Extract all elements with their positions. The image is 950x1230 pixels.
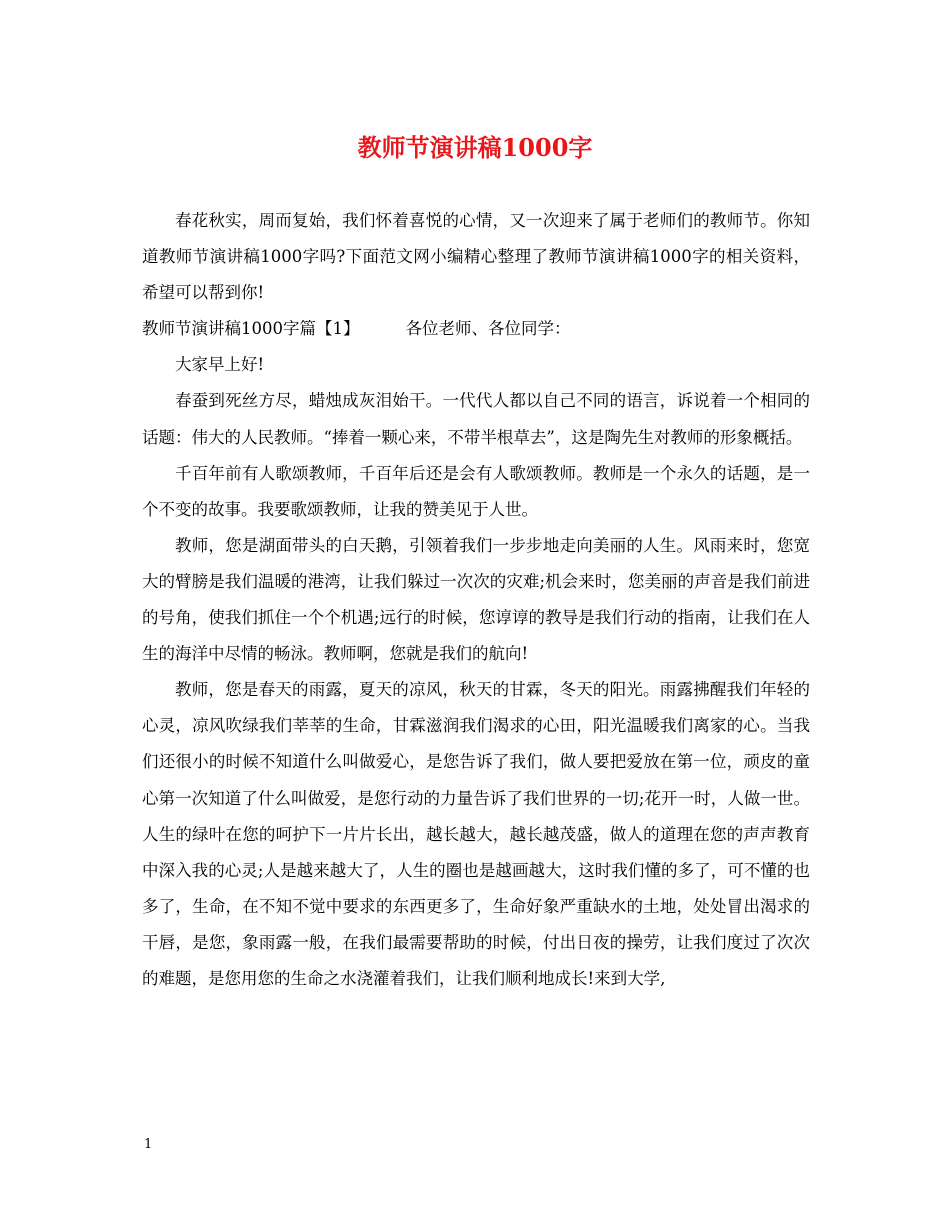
greeting-paragraph: 大家早上好! xyxy=(175,355,265,375)
body-paragraph-3: 教师，您是湖面带头的白天鹅，引领着我们一步步地走向美丽的人生。风雨来时，您宽大的臂膀是我们温暖的港湾，让我们躲过一次次的灾难;机会来时，您美丽的声音是我们前进的号角，使我们抓住一个个机遇;远行的时候，您谆谆的教导是我们行动的指南，让我们在人生的海洋中尽情的畅泳。教师啊，您就是我们的航向! xyxy=(142,535,810,664)
salutation: 各位老师、各位同学： xyxy=(405,319,571,339)
body-paragraph-2: 千百年前有人歌颂教师，千百年后还是会有人歌颂教师。教师是一个永久的话题，是一个不变的故事。我要歌颂教师，让我的赞美见于人世。 xyxy=(142,463,810,519)
section-heading-line xyxy=(142,311,810,347)
page-number: 1 xyxy=(144,1137,153,1152)
document-body xyxy=(142,203,810,997)
section-heading: 教师节演讲稿1000字篇【1】 xyxy=(142,319,360,339)
body-paragraph-1: 春蚕到死丝方尽，蜡烛成灰泪始干。一代代人都以自己不同的语言，诉说着一个相同的话题：伟大的人民教师。“捧着一颗心来，不带半根草去”，这是陶先生对教师的形象概括。 xyxy=(142,391,810,447)
intro-paragraph: 春花秋实，周而复始，我们怀着喜悦的心情，又一次迎来了属于老师们的教师节。你知道教师节演讲稿1000字吗?下面范文网小编精心整理了教师节演讲稿1000字的相关资料，希望可以帮到你! xyxy=(142,211,810,303)
document-title: 教师节演讲稿1000字 xyxy=(357,133,593,162)
body-paragraph-4: 教师，您是春天的雨露，夏天的凉风，秋天的甘霖，冬天的阳光。雨露拂醒我们年轻的心灵，凉风吹绿我们莘莘的生命，甘霖滋润我们渴求的心田，阳光温暖我们离家的心。当我们还很小的时候不知道什么叫做爱心，是您告诉了我们，做人要把爱放在第一位，顽皮的童心第一次知道了什么叫做爱，是您行动的力量告诉了我们世界的一切;花开一时，人做一世。人生的绿叶在您的呵护下一片片长出，越长越大，越长越茂盛，做人的道理在您的声声教育中深入我的心灵;人是越来越大了，人生的圈也是越画越大，这时我们懂的多了，可不懂的也多了，生命，在不知不觉中要求的东西更多了，生命好象严重缺水的土地，处处冒出渴求的干唇，是您，象雨露一般，在我们最需要帮助的时候，付出日夜的操劳，让我们度过了次次的难题，是您用您的生命之水浇灌着我们，让我们顺利地成长!来到大学, xyxy=(142,680,810,988)
